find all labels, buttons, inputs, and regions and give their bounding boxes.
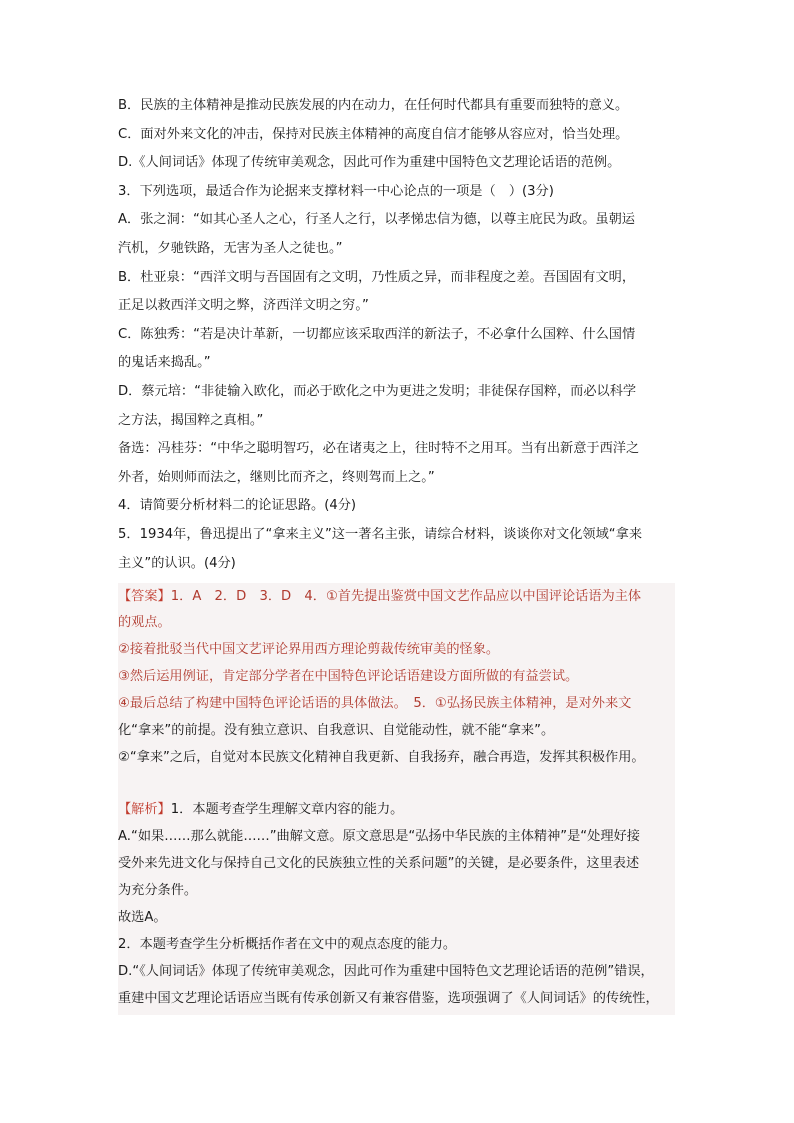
option-line: 汽机，夕驰铁路，无害为圣人之徒也。” [118,240,343,256]
answer-line: ④最后总结了构建中国特色评论话语的具体做法。 5．①弘扬民族主体精神，是对外来文 [118,696,632,711]
answer-explanation-box [118,583,675,1015]
answer-line: ②“拿来”之后，自觉对本民族文化精神自我更新、自我扬弃，融合再造，发挥其积极作用。 [118,750,645,765]
option-line: A．张之洞：“如其心圣人之心，行圣人之行，以孝悌忠信为德，以尊主庇民为政。虽朝运 [118,212,635,228]
option-line: C．陈独秀：“若是决计革新，一切都应该采取西洋的新法子，不必拿什么国粹、什么国情 [118,326,636,342]
option-line: B．民族的主体精神是推动民族发展的内在动力，在任何时代都具有重要而独特的意义。 [118,98,629,113]
explanation-line: 【解析】1．本题考查学生理解文章内容的能力。 [118,802,404,817]
explanation-line: 2．本题考查学生分析概括作者在文中的观点态度的能力。 [118,937,457,952]
answer-line: 的观点。 [118,615,171,630]
explanation-line: 受外来先进文化与保持自己文化的民族独立性的关系问题”的关键，是必要条件，这里表述 [118,856,640,871]
option-line: B．杜亚泉：“西洋文明与吾国固有之文明，乃性质之异，而非程度之差。吾国固有文明， [118,269,636,285]
explanation-line: 重建中国文艺理论话语应当既有传承创新又有兼容借鉴，选项强调了《人间词话》的传统性， [118,991,659,1006]
option-line: 备选：冯桂芬：“中华之聪明智巧，必在诸夷之上，往时特不之用耳。当有出新意于西洋之 [118,441,640,457]
question-5-stem: 5．1934年，鲁迅提出了“拿来主义”这一著名主张，请综合材料，谈谈你对文化领域“拿来 [118,526,643,542]
question-4-stem: 4．请简要分析材料二的论证思路。(4分) [118,498,357,514]
answer-line: 化“拿来”的前提。没有独立意识、自我意识、自觉能动性，就不能“拿来”。 [118,723,555,738]
answer-line: ③然后运用例证，肯定部分学者在中国特色评论话语建设方面所做的有益尝试。 [118,669,579,684]
option-line: D．蔡元培：“非徒输入欧化，而必于欧化之中为更进之发明；非徒保存国粹，而必以科学 [118,383,637,399]
option-line: 外者，始则师而法之，继则比而齐之，终则驾而上之。” [118,469,435,485]
option-line: 正足以救西洋文明之弊，济西洋文明之穷。” [118,298,369,314]
question-3-stem: 3．下列选项，最适合作为论据来支撑材料一中心论点的一项是（ ）(3分) [118,183,554,199]
explanation-line: 故选A。 [118,910,167,925]
option-line: D.《人间词话》体现了传统审美观念，因此可作为重建中国特色文艺理论话语的范例。 [118,155,621,171]
question-section [118,92,678,578]
explanation-line: A.“如果……那么就能……”曲解文意。原文意思是“弘扬中华民族的主体精神”是“处理好接 [118,829,640,844]
answer-line: 【答案】1．A 2．D 3．D 4．①首先提出鉴赏中国文艺作品应以中国评论话语为主体 [118,589,642,604]
question-5-stem-cont: 主义”的认识。(4分) [118,555,236,571]
option-line: 之方法，揭国粹之真相。” [118,412,264,428]
explanation-line: 为充分条件。 [118,883,198,898]
answer-line: ②接着批驳当代中国文艺评论界用西方理论剪裁传统审美的怪象。 [118,642,500,657]
answer-tag: 【答案】 [118,589,171,604]
explanation-tag: 【解析】 [118,802,171,817]
option-line: C．面对外来文化的冲击，保持对民族主体精神的高度自信才能够从容应对，恰当处理。 [118,126,629,142]
option-line: 的鬼话来捣乱。” [118,355,211,371]
explanation-line: D.“《人间词话》体现了传统审美观念，因此可作为重建中国特色文艺理论话语的范例”错误， [118,964,654,979]
